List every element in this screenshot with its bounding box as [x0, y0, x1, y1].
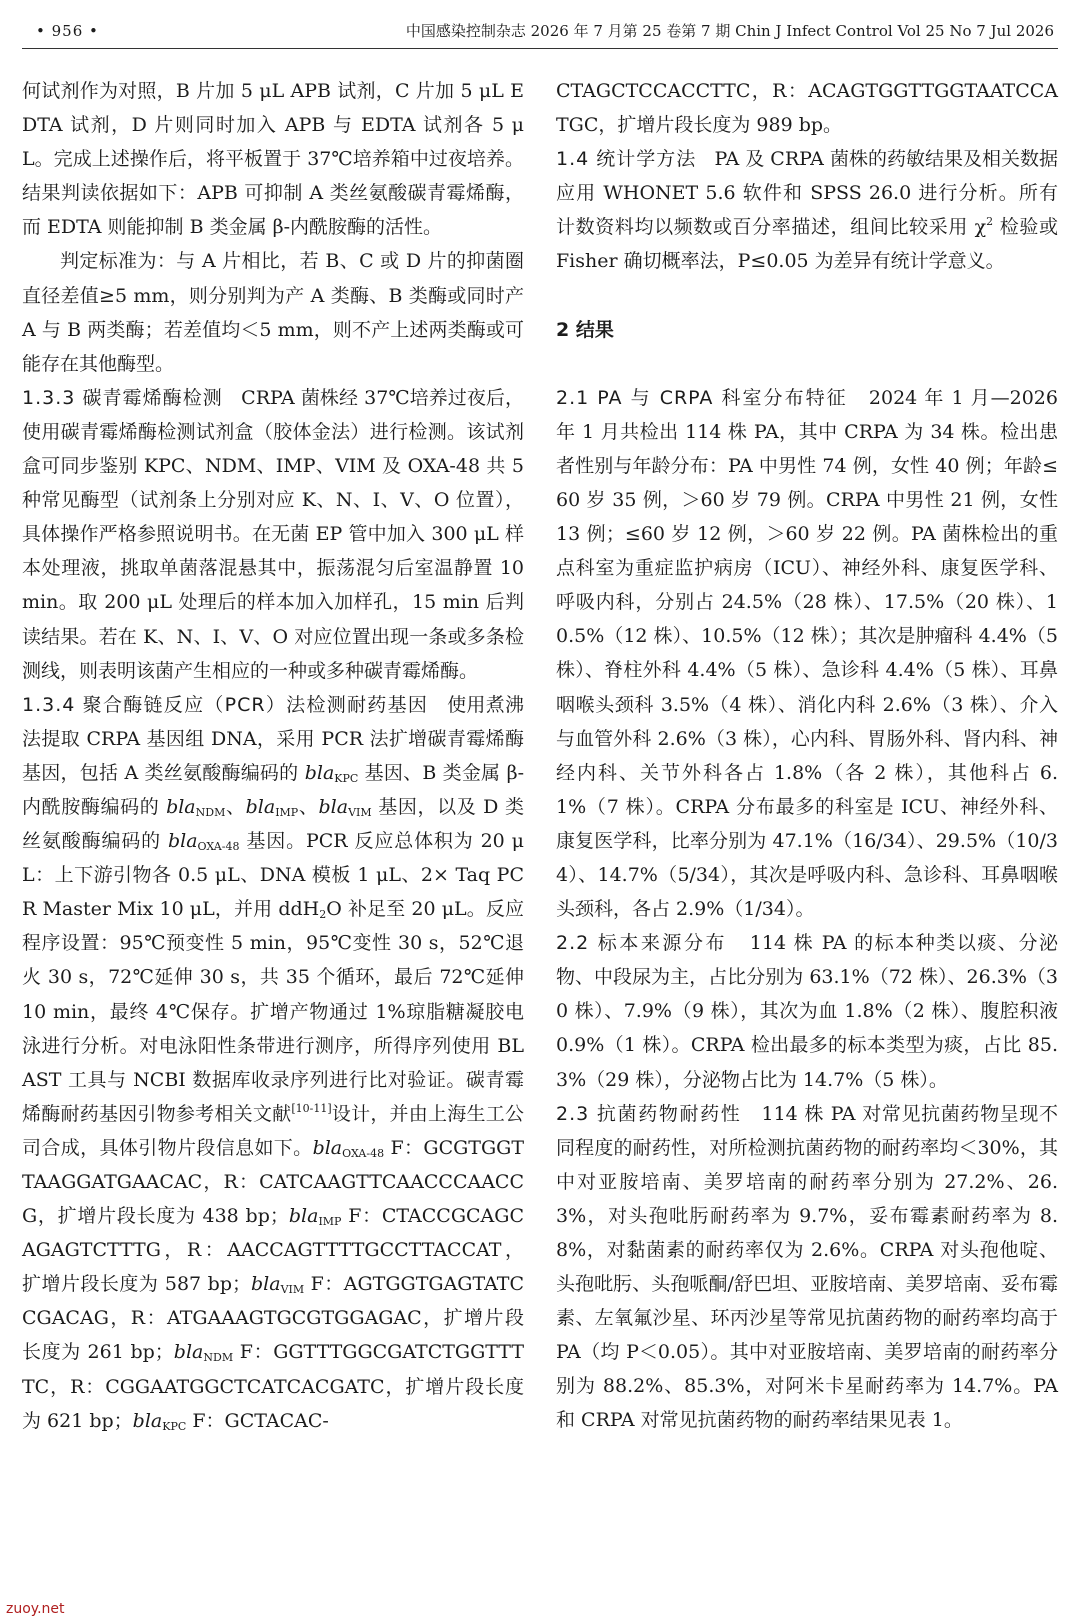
paragraph: 2.1 PA 与 CRPA 科室分布特征 2024 年 1 月—2026 年 1 月共检出 114 株 PA，其中 CRPA 为 34 株。检出患者性别与年龄分布：PA 中男性 74 例，女性 40 例；年龄≤60 岁 35 例，＞60 岁 79 例。CRPA 中男性 21 例，女性 13 例；≤60 岁 12 例，＞60 岁 22 例。PA 菌株检出的重点科室为重症监护病房（ICU）、神经外科、康复医学科、呼吸内科，分别占 24.5%（28 株）、17.5%（20 株）、10.5%（12 株）、10.5%（12 株）；其次是肿瘤科 4.4%（5 株）、脊柱外科 4.4%（5 株）、急诊科 4.4%（5 株）、耳鼻咽喉头颈科 3.5%（4 株）、消化内科 2.6%（3 株）、介入与血管外科 2.6%（3 株），心内科、胃肠外科、肾内科、神经内科、关节外科各占 1.8%（各 2 株），其他科占 6.1%（7 株）。CRPA 分布最多的科室是 ICU、神经外科、康复医学科，比率分别为 47.1%（16/34）、29.5%（10/34）、14.7%（5/34），其次是呼吸内科、急诊科、耳鼻咽喉头颈科，各占 2.9%（1/34）。	[556, 386, 1058, 921]
paragraph: 1.3.4 聚合酶链反应（PCR）法检测耐药基因 使用煮沸法提取 CRPA 基因组 DNA，采用 PCR 法扩增碳青霉烯酶基因，包括 A 类丝氨酸酶编码的 bla$_{KPC}$ 基因、B 类金属 β-内酰胺酶编码的 bla$_{NDM}$、bla$_{IMP}$、bla$_{VIM}$ 基因，以及 D 类丝氨酸酶编码的 bla$_{OXA-48}$ 基因。PCR 反应总体积为 20 μL：上下游引物各 0.5 μL、DNA 模板 1 μL、2× Taq PCR Master Mix 10 μL，并用 ddH$_2$O 补足至 20 μL。反应程序设置：95℃预变性 5 min，95℃变性 30 s，52℃退火 30 s，72℃延伸 30 s，共 35 个循环，最后 72℃延伸 10 min，最终 4℃保存。扩增产物通过 1%琼脂糖凝胶电泳进行分析。对电泳阳性条带进行测序，所得序列使用 BLAST 工具与 NCBI 数据库收录序列进行比对验证。碳青霉烯酶耐药基因引物参考相关文献[10-11]设计，并由上海生工公司合成，具体引物片段信息如下。bla$_{OXA-48}$ F：GCGTGGTTAAGGATGAACAC，R：CATCAAGTTCAACCCAACCG，扩增片段长度为 438 bp；bla$_{IMP}$ F：CTACCGCAGCAGAGTCTTTG，R：AACCAGTTTTGCCTTACCAT，扩增片段长度为 587 bp；bla$_{VIM}$ F：AGTGGTGAGTATCCGACAG，R：ATGAAAGTGCGTGGAGAC，扩增片段长度为 261 bp；bla$_{NDM}$ F：GGTTTGGCGATCTGGTTTTC，R：CGGAATGGCTCATCACGATC，扩增片段长度为 621 bp；bla$_{KPC}$ F：GCTACAC-	[22, 693, 524, 1433]
section-heading-2-3: 2.3 抗菌药物耐药性	[556, 1102, 742, 1125]
section-heading-1-3-3: 1.3.3 碳青霉烯酶检测	[22, 386, 223, 409]
journal-citation: 中国感染控制杂志 2026 年 7 月第 25 卷第 7 期 Chin J Infect Control Vol 25 No 7 Jul 2026	[405, 22, 1054, 40]
left-column	[22, 74, 524, 1438]
paragraph: CTAGCTCCACCTTC，R：ACAGTGGTTGGTAATCCATGC，扩增片段长度为 989 bp。	[556, 80, 1058, 137]
running-header	[22, 14, 1058, 49]
section-heading-1-4: 1.4 统计学方法	[556, 148, 697, 171]
section-heading-2-2: 2.2 标本来源分布	[556, 932, 728, 955]
section-heading-2-1: 2.1 PA 与 CRPA 科室分布特征	[556, 386, 848, 409]
section-heading-2: 2 结果	[556, 318, 614, 341]
paragraph: 判定标准为：与 A 片相比，若 B、C 或 D 片的抑菌圈直径差值≥5 mm，则分别判为产 A 类酶、B 类酶或同时产 A 与 B 两类酶；若差值均＜5 mm，则不产上述两类酶或可能存在其他酶型。	[22, 250, 524, 375]
watermark: zuoy.net	[6, 1601, 65, 1617]
paragraph: 1.4 统计学方法 PA 及 CRPA 菌株的药敏结果及相关数据应用 WHONET 5.6 软件和 SPSS 26.0 进行分析。所有计数资料均以频数或百分率描述，组间比较采用 $\chi^2$ 检验或 Fisher 确切概率法，P≤0.05 为差异有统计学意义。	[556, 148, 1058, 273]
page-number: • 956 •	[36, 22, 99, 40]
paragraph: 1.3.3 碳青霉烯酶检测 CRPA 菌株经 37℃培养过夜后，使用碳青霉烯酶检测试剂盒（胶体金法）进行检测。该试剂盒可同步鉴别 KPC、NDM、IMP、VIM 及 OXA-48 共 5 种常见酶型（试剂条上分别对应 K、N、I、V、O 位置），具体操作严格参照说明书。在无菌 EP 管中加入 300 μL 样本处理液，挑取单菌落混悬其中，振荡混匀后室温静置 10 min。取 200 μL 处理后的样本加入加样孔，15 min 后判读结果。若在 K、N、I、V、O 对应位置出现一条或多条检测线，则表明该菌产生相应的一种或多种碳青霉烯酶。	[22, 386, 524, 682]
paragraph: 2.3 抗菌药物耐药性 114 株 PA 对常见抗菌药物呈现不同程度的耐药性，对所检测抗菌药物的耐药率均＜30%，其中对亚胺培南、美罗培南的耐药率分别为 27.2%、26.3%，对头孢吡肟耐药率为 9.7%，妥布霉素耐药率为 8.8%，对黏菌素的耐药率仅为 2.6%。CRPA 对头孢他啶、头孢吡肟、头孢哌酮/舒巴坦、亚胺培南、美罗培南、妥布霉素、左氧氟沙星、环丙沙星等常见抗菌药物的耐药率均高于 PA（均 P＜0.05）。其中对亚胺培南、美罗培南的耐药率分别为 88.2%、85.3%，对阿米卡星耐药率为 14.7%。PA 和 CRPA 对常见抗菌药物的耐药率结果见表 1。	[556, 1102, 1059, 1432]
paragraph: 2.2 标本来源分布 114 株 PA 的标本种类以痰、分泌物、中段尿为主，占比分别为 63.1%（72 株）、26.3%（30 株）、7.9%（9 株），其次为血 1.8%（2 株）、腹腔积液 0.9%（1 株）。CRPA 检出最多的标本类型为痰，占比 85.3%（29 株），分泌物占比为 14.7%（5 株）。	[556, 932, 1058, 1091]
section-heading-1-3-4: 1.3.4 聚合酶链反应（PCR）法检测耐药基因	[22, 693, 429, 716]
right-column	[556, 74, 1058, 1438]
citation-ref: [10-11]	[291, 1101, 332, 1115]
paragraph: 何试剂作为对照，B 片加 5 μL APB 试剂，C 片加 5 μL EDTA 试剂，D 片则同时加入 APB 与 EDTA 试剂各 5 μL。完成上述操作后，将平板置于 37℃培养箱中过夜培养。结果判读依据如下：APB 可抑制 A 类丝氨酸碳青霉烯酶，而 EDTA 则能抑制 B 类金属 β-内酰胺酶的活性。	[22, 80, 524, 239]
